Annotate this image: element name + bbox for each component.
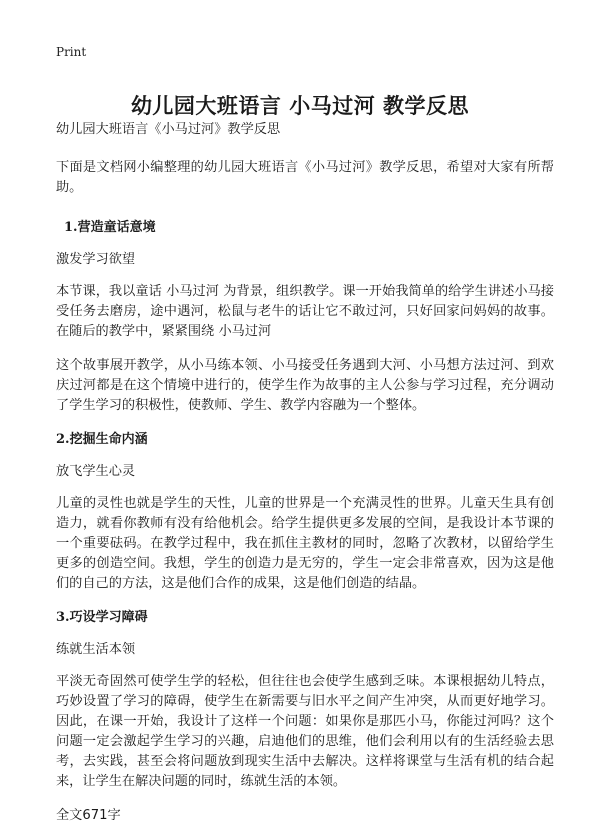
section-subheading: 练就生活本领 xyxy=(56,642,136,657)
word-count: 全文671字 xyxy=(56,808,121,823)
document-body xyxy=(56,120,554,826)
section-paragraph: 本节课，我以童话 小马过河 为背景，组织教学。课一开始我简单的给学生讲述小马接受任务去磨房，途中遇河，松鼠与老牛的话让它不敢过河，只好回家问妈妈的故事。在随后的教学中，紧紧围绕 小马过河 xyxy=(56,284,554,339)
section-subheading: 激发学习欲望 xyxy=(56,252,136,267)
page-title: 幼儿园大班语言 小马过河 教学反思 xyxy=(130,94,470,119)
section-heading: 1.营造童话意境 xyxy=(64,220,156,235)
print-link[interactable]: Print xyxy=(56,45,87,59)
section-2 xyxy=(56,430,554,594)
section-heading: 2.挖掘生命内涵 xyxy=(56,432,148,447)
document-subtitle: 幼儿园大班语言《小马过河》教学反思 xyxy=(56,122,281,137)
section-3 xyxy=(56,608,554,792)
section-1 xyxy=(56,218,554,416)
section-paragraph: 儿童的灵性也就是学生的天性，儿童的世界是一个充满灵性的世界。儿童天生具有创造力，就看你教师有没有给他机会。给学生提供更多发展的空间，是我设计本节课的一个重要砝码。在教学过程中，我在抓住主教材的同时，忽略了次教材，以留给学生更多的创造空间。我想，学生的创造力是无穷的，学生一定会非常喜欢，因为这是他们的自己的方法，这是他们合作的成果，这是他们创造的结晶。 xyxy=(56,496,554,591)
section-paragraph: 平淡无奇固然可使学生学的轻松，但往往也会使学生感到乏味。本课根据幼儿特点，巧妙设置了学习的障碍，使学生在新需要与旧水平之间产生冲突，从而更好地学习。因此，在课一开始，我设计了这样一个问题：如果你是那匹小马，你能过河吗？这个问题一定会激起学生学习的兴趣，启迪他们的思维，他们会利用以有的生活经验去思考，去实践，甚至会将问题放到现实生活中去解决。这样将课堂与生活有机的结合起来，让学生在解决问题的同时，练就生活的本领。 xyxy=(56,674,554,789)
section-subheading: 放飞学生心灵 xyxy=(56,464,136,479)
section-paragraph: 这个故事展开教学，从小马练本领、小马接受任务遇到大河、小马想方法过河、到欢庆过河都是在这个情境中进行的，使学生作为故事的主人公参与学习过程，充分调动了学生学习的积极性，使教师、学生、教学内容融为一个整体。 xyxy=(56,358,554,413)
section-heading: 3.巧设学习障碍 xyxy=(56,610,148,625)
intro-paragraph: 下面是文档网小编整理的幼儿园大班语言《小马过河》教学反思，希望对大家有所帮助。 xyxy=(56,160,554,195)
